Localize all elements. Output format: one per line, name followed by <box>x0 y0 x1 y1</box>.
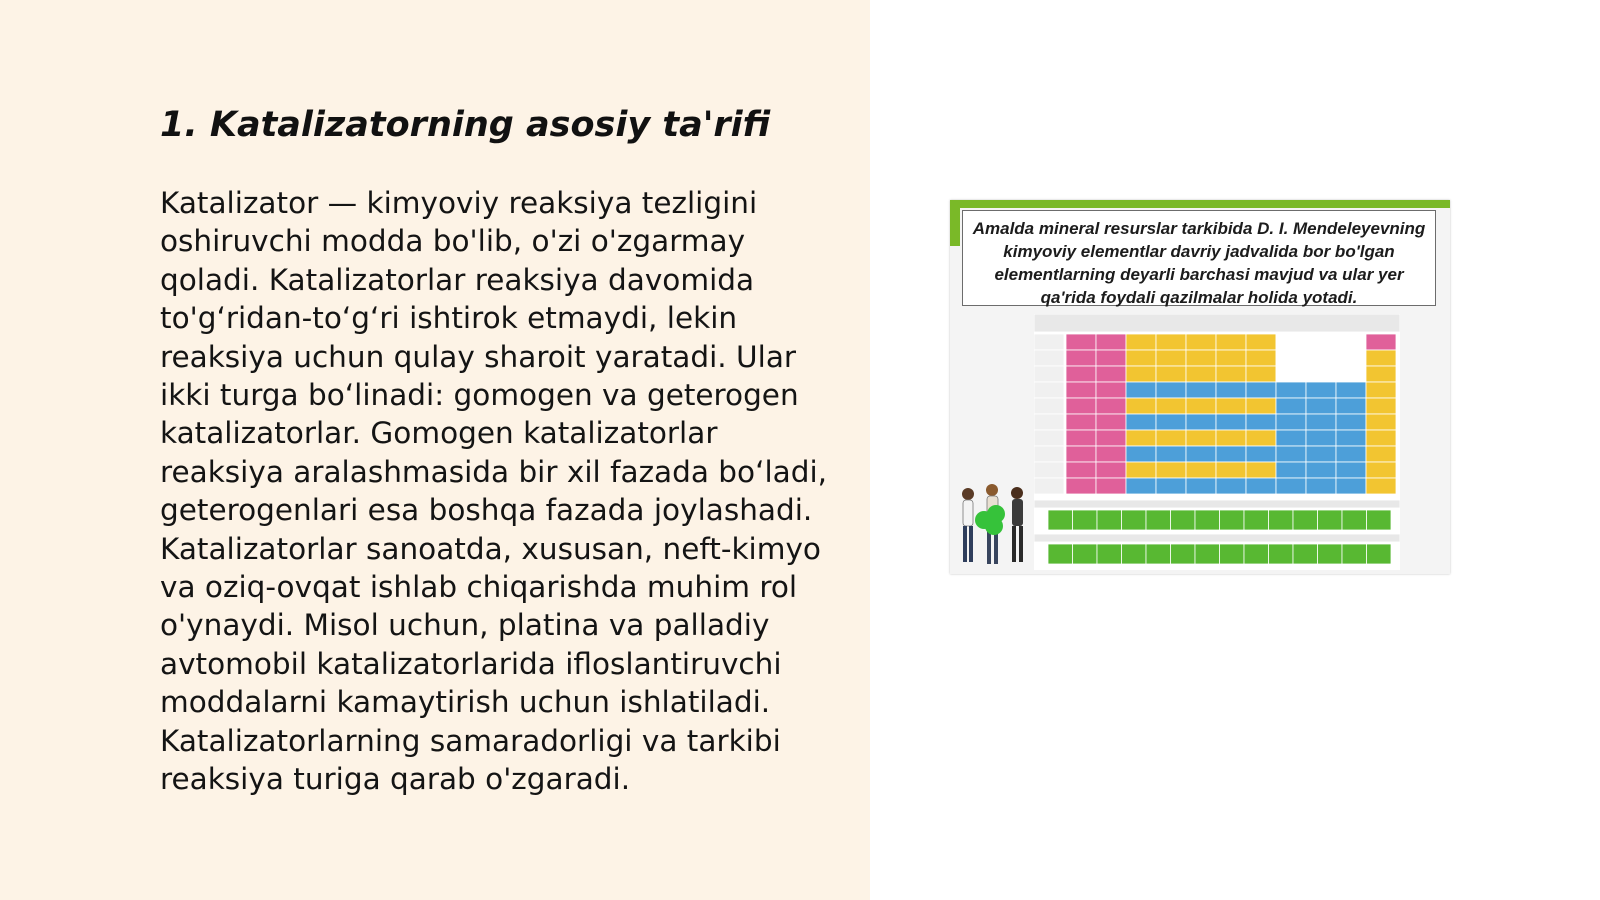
element-cell <box>1366 430 1396 446</box>
element-cell <box>1336 446 1366 462</box>
period-label-cell <box>1034 430 1064 446</box>
element-cell <box>1066 350 1096 366</box>
f-block-cell <box>1073 510 1098 530</box>
element-cell <box>1126 382 1156 398</box>
element-cell <box>1216 350 1246 366</box>
figure-accent-side <box>950 200 960 246</box>
period-label-cell <box>1034 350 1064 366</box>
f-block-cell <box>1244 544 1269 564</box>
element-cell <box>1246 366 1276 382</box>
element-cell <box>1276 462 1306 478</box>
element-cell <box>1156 350 1186 366</box>
period-label-cell <box>1034 478 1064 494</box>
element-cell <box>1246 414 1276 430</box>
element-cell <box>1366 350 1396 366</box>
period-label-cell <box>1034 414 1064 430</box>
element-cell <box>1066 414 1096 430</box>
figure-accent-bar <box>950 200 1450 208</box>
f-block-cell <box>1269 544 1294 564</box>
people-illustration <box>954 480 1032 570</box>
f-block-cell <box>1220 510 1245 530</box>
element-cell <box>1156 398 1186 414</box>
periodic-table-figure <box>950 200 1450 574</box>
figure-caption: Amalda mineral resurslar tarkibida D. I. Mendeleyevning kimyoviy elementlar davriy jadvalida bor bo'lgan elementlarning deyarli barchasi mavjud va ular yer qa'rida foydali qazilmalar holida yotadi. <box>962 210 1436 306</box>
element-cell <box>1336 350 1366 366</box>
f-block-cell <box>1122 510 1147 530</box>
element-cell <box>1216 462 1246 478</box>
element-cell <box>1306 350 1336 366</box>
element-cell <box>1156 366 1186 382</box>
periodic-table-graphic <box>1034 314 1400 570</box>
element-cell <box>1156 478 1186 494</box>
element-cell <box>1216 334 1246 350</box>
element-cell <box>1096 366 1126 382</box>
element-cell <box>1186 350 1216 366</box>
element-cell <box>1246 462 1276 478</box>
element-cell <box>1216 414 1246 430</box>
f-block-cell <box>1293 544 1318 564</box>
element-cell <box>1366 462 1396 478</box>
element-cell <box>1276 430 1306 446</box>
f-block-cell <box>1220 544 1245 564</box>
element-cell <box>1276 334 1306 350</box>
element-cell <box>1126 350 1156 366</box>
f-block-cell <box>1073 544 1098 564</box>
element-cell <box>1276 478 1306 494</box>
element-cell <box>1336 334 1366 350</box>
element-cell <box>1126 430 1156 446</box>
element-cell <box>1336 478 1366 494</box>
period-label-cell <box>1034 334 1064 350</box>
f-block-cell <box>1269 510 1294 530</box>
element-cell <box>1186 478 1216 494</box>
element-cell <box>1336 414 1366 430</box>
element-cell <box>1366 414 1396 430</box>
element-cell <box>1216 446 1246 462</box>
slide-title: 1. Katalizatorning asosiy ta'rifi <box>160 105 771 145</box>
people-icon <box>954 480 1032 570</box>
element-cell <box>1096 414 1126 430</box>
element-cell <box>1096 350 1126 366</box>
element-cell <box>1216 398 1246 414</box>
element-cell <box>1246 382 1276 398</box>
element-cell <box>1336 382 1366 398</box>
element-cell <box>1306 478 1336 494</box>
element-cell <box>1096 382 1126 398</box>
element-cell <box>1186 414 1216 430</box>
period-label-cell <box>1034 382 1064 398</box>
element-cell <box>1216 382 1246 398</box>
period-label-cell <box>1034 366 1064 382</box>
f-block-cell <box>1097 510 1122 530</box>
element-cell <box>1366 382 1396 398</box>
element-cell <box>1186 446 1216 462</box>
element-cell <box>1306 398 1336 414</box>
slide-body-text: Katalizator — kimyoviy reaksiya tezligini oshiruvchi modda bo'lib, o'zi o'zgarmay qoladi. Katalizatorlar reaksiya davomida to'g‘ridan-to‘g‘ri ishtirok etmaydi, lekin reaksiya uchun qulay sharoit yaratadi. Ular ikki turga bo‘linadi: gomogen va geterogen katalizatorlar. Gomogen katalizatorlar reaksiya aralashmasida bir xil fazada bo‘ladi, geterogenlari esa boshqa fazada joylashadi. Katalizatorlar sanoatda, xususan, neft-kimyo va oziq-ovqat ishlab chiqarishda muhim rol o'ynaydi. Misol uchun, platina va palladiy avtomobil katalizatorlarida ifloslantiruvchi moddalarni kamaytirish uchun ishlatiladi. Katalizatorlarning samaradorligi va tarkibi reaksiya turiga qarab o'zgaradi. <box>160 186 828 797</box>
element-cell <box>1306 382 1336 398</box>
element-cell <box>1126 334 1156 350</box>
f-block-cell <box>1171 510 1196 530</box>
element-cell <box>1366 334 1396 350</box>
period-label-cell <box>1034 462 1064 478</box>
element-cell <box>1186 398 1216 414</box>
element-cell <box>1126 398 1156 414</box>
element-cell <box>1156 382 1186 398</box>
series-label-strip <box>1034 534 1400 542</box>
element-cell <box>1366 366 1396 382</box>
element-cell <box>1246 398 1276 414</box>
table-header-cell <box>1034 314 1400 332</box>
element-cell <box>1366 478 1396 494</box>
element-cell <box>1096 334 1126 350</box>
series-label-strip <box>1034 500 1400 508</box>
element-cell <box>1186 462 1216 478</box>
f-block-cell <box>1048 544 1073 564</box>
element-cell <box>1336 430 1366 446</box>
element-cell <box>1096 430 1126 446</box>
element-cell <box>1126 446 1156 462</box>
element-cell <box>1186 334 1216 350</box>
element-cell <box>1306 366 1336 382</box>
f-block-cell <box>1146 544 1171 564</box>
period-label-cell <box>1034 398 1064 414</box>
element-cell <box>1186 430 1216 446</box>
element-cell <box>1216 430 1246 446</box>
f-block-cell <box>1195 510 1220 530</box>
f-block-cell <box>1318 510 1343 530</box>
element-cell <box>1066 446 1096 462</box>
element-cell <box>1066 462 1096 478</box>
element-cell <box>1096 446 1126 462</box>
element-cell <box>1186 382 1216 398</box>
element-cell <box>1246 478 1276 494</box>
f-block-cell <box>1122 544 1147 564</box>
element-cell <box>1366 398 1396 414</box>
f-block-cell <box>1342 544 1367 564</box>
f-block-cell <box>1318 544 1343 564</box>
element-cell <box>1276 446 1306 462</box>
element-cell <box>1306 430 1336 446</box>
element-cell <box>1096 398 1126 414</box>
element-cell <box>1156 430 1186 446</box>
element-cell <box>1126 478 1156 494</box>
element-cell <box>1276 366 1306 382</box>
element-cell <box>1216 478 1246 494</box>
f-block-cell <box>1367 544 1392 564</box>
element-cell <box>1276 398 1306 414</box>
element-cell <box>1156 462 1186 478</box>
f-block-cell <box>1244 510 1269 530</box>
element-cell <box>1246 334 1276 350</box>
element-cell <box>1306 446 1336 462</box>
element-cell <box>1096 462 1126 478</box>
element-cell <box>1306 414 1336 430</box>
element-cell <box>1276 382 1306 398</box>
element-cell <box>1066 366 1096 382</box>
element-cell <box>1126 414 1156 430</box>
element-cell <box>1066 334 1096 350</box>
element-cell <box>1066 430 1096 446</box>
f-block-cell <box>1367 510 1392 530</box>
element-cell <box>1066 478 1096 494</box>
element-cell <box>1186 366 1216 382</box>
periodic-table-image <box>1034 314 1400 570</box>
element-cell <box>1066 382 1096 398</box>
element-cell <box>1246 350 1276 366</box>
element-cell <box>1126 462 1156 478</box>
element-cell <box>1156 414 1186 430</box>
f-block-cell <box>1146 510 1171 530</box>
element-cell <box>1336 366 1366 382</box>
element-cell <box>1156 334 1186 350</box>
element-cell <box>1306 462 1336 478</box>
f-block-cell <box>1048 510 1073 530</box>
f-block-cell <box>1195 544 1220 564</box>
f-block-cell <box>1171 544 1196 564</box>
element-cell <box>1336 398 1366 414</box>
element-cell <box>1246 446 1276 462</box>
element-cell <box>1276 350 1306 366</box>
element-cell <box>1366 446 1396 462</box>
element-cell <box>1066 398 1096 414</box>
f-block-cell <box>1342 510 1367 530</box>
element-cell <box>1126 366 1156 382</box>
period-label-cell <box>1034 446 1064 462</box>
element-cell <box>1156 446 1186 462</box>
element-cell <box>1276 414 1306 430</box>
element-cell <box>1246 430 1276 446</box>
f-block-cell <box>1293 510 1318 530</box>
f-block-cell <box>1097 544 1122 564</box>
element-cell <box>1336 462 1366 478</box>
element-cell <box>1096 478 1126 494</box>
element-cell <box>1306 334 1336 350</box>
element-cell <box>1216 366 1246 382</box>
